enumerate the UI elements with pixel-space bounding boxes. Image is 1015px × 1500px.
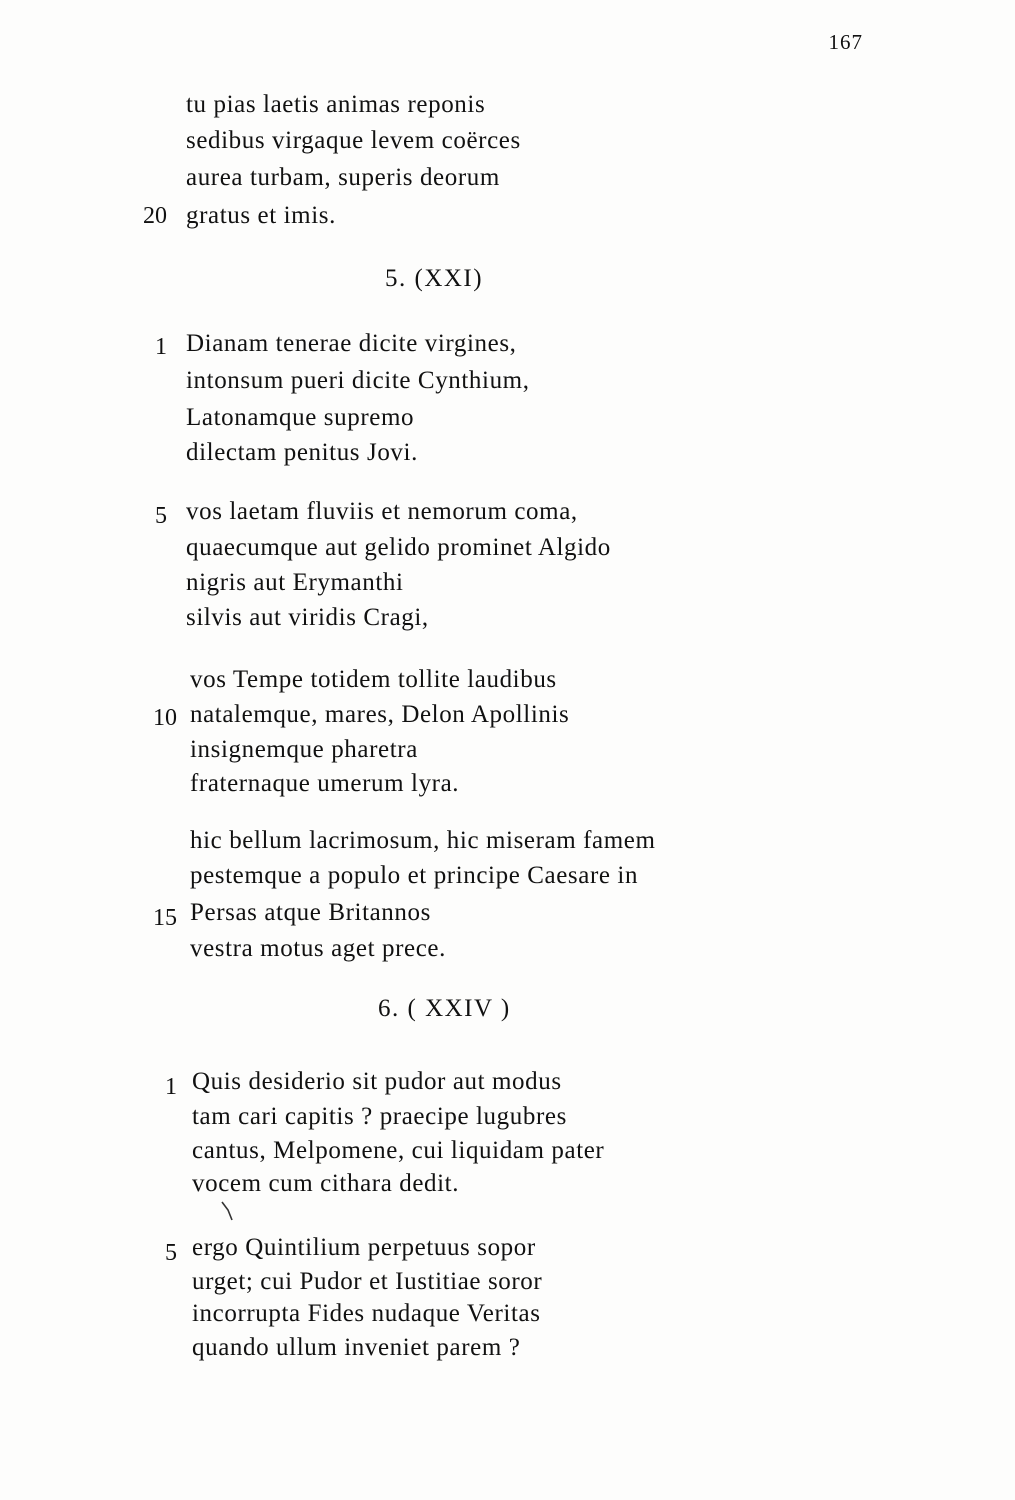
verse-line: sedibus virgaque levem coërces: [186, 127, 521, 154]
verse-line: vestra motus aget prece.: [190, 935, 446, 962]
verse-line: dilectam penitus Jovi.: [186, 439, 418, 466]
page-number: 167: [828, 30, 863, 54]
verse-line: Dianam tenerae dicite virgines,: [186, 330, 517, 357]
verse-line: vos Tempe totidem tollite laudibus: [190, 666, 557, 693]
verse-line: natalemque, mares, Delon Apollinis: [190, 701, 570, 728]
verse-line: insignemque pharetra: [190, 736, 418, 763]
verse-line: Persas atque Britannos: [190, 899, 431, 926]
verse-line: pestemque a populo et principe Caesare in: [190, 862, 639, 889]
verse-line: intonsum pueri dicite Cynthium,: [186, 367, 530, 394]
verse-line: aurea turbam, superis deorum: [186, 164, 500, 191]
verse-line: cantus, Melpomene, cui liquidam pater: [192, 1137, 605, 1164]
verse-line: gratus et imis.: [186, 202, 336, 229]
verse-line: hic bellum lacrimosum, hic miseram famem: [190, 827, 656, 854]
verse-line: Latonamque supremo: [186, 404, 415, 431]
verse-line: incorrupta Fides nudaque Veritas: [192, 1300, 541, 1327]
line-number: 15: [153, 905, 177, 931]
line-number: 5: [155, 503, 167, 529]
line-number: 20: [143, 203, 167, 229]
ink-mark: [220, 1200, 236, 1222]
verse-line: silvis aut viridis Cragi,: [186, 604, 429, 631]
line-number: 10: [153, 705, 177, 731]
verse-line: tam cari capitis ? praecipe lugubres: [192, 1103, 567, 1130]
verse-line: vos laetam fluviis et nemorum coma,: [186, 498, 578, 525]
verse-line: urget; cui Pudor et Iustitiae soror: [192, 1268, 543, 1295]
verse-line: quando ullum inveniet parem ?: [192, 1334, 521, 1361]
verse-line: fraternaque umerum lyra.: [190, 770, 460, 797]
verse-line: tu pias laetis animas reponis: [186, 91, 486, 118]
verse-line: quaecumque aut gelido prominet Algido: [186, 534, 611, 561]
line-number: 5: [165, 1240, 177, 1266]
verse-line: Quis desiderio sit pudor aut modus: [192, 1068, 562, 1095]
poem-heading: 5. (XXI): [385, 265, 484, 292]
line-number: 1: [155, 334, 167, 360]
poem-heading: 6. ( XXIV ): [378, 995, 511, 1022]
line-number: 1: [165, 1074, 177, 1100]
verse-line: nigris aut Erymanthi: [186, 569, 404, 596]
verse-line: vocem cum cithara dedit.: [192, 1170, 460, 1197]
verse-line: ergo Quintilium perpetuus sopor: [192, 1234, 536, 1261]
